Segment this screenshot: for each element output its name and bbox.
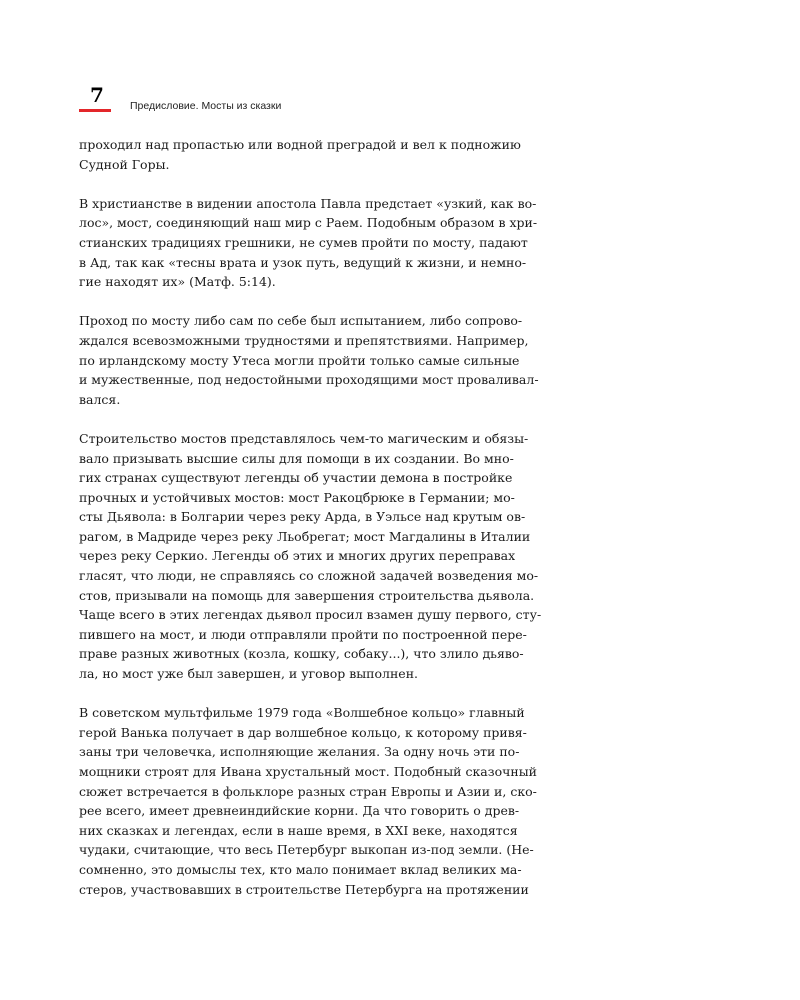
- text-line: и мужественные, под недостойными проходящими мост проваливал-: [79, 372, 539, 388]
- text-line: сюжет встречается в фольклоре разных стран Европы и Азии и, ско-: [79, 783, 537, 799]
- text-line: через реку Серкио. Легенды об этих и многих других переправах: [79, 548, 516, 564]
- text-line: чудаки, считающие, что весь Петербург выкопан из-под земли. (Не-: [79, 842, 534, 858]
- text-line: проходил над пропастью или водной преградой и вел к подножию: [79, 137, 521, 152]
- text-line: сомненно, это домыслы тех, кто мало понимает вклад великих ма-: [79, 861, 522, 877]
- text-line: прочных и устойчивых мостов: мост Ракоцбрюке в Германии; мо-: [79, 489, 515, 505]
- text-line: гие находят их» (Матф. 5:14).: [79, 274, 276, 290]
- body-text: [79, 135, 542, 919]
- page-header: [79, 83, 519, 113]
- text-line: заны три человечка, исполняющие желания. За одну ночь эти по-: [79, 744, 520, 760]
- text-line: лос», мост, соединяющий наш мир с Раем. Подобным образом в хри-: [79, 215, 538, 231]
- text-line: вало призывать высшие силы для помощи в их создании. Во мно-: [79, 450, 514, 466]
- text-line: по ирландскому мосту Утеса могли пройти только самые сильные: [79, 352, 520, 368]
- text-line: праве разных животных (козла, кошку, собаку...), что злило дьяво-: [79, 646, 524, 662]
- text-line: рагом, в Мадриде через реку Льобрегат; мост Магдалины в Италии: [79, 528, 531, 544]
- paragraph: [79, 429, 542, 684]
- text-line: пившего на мост, и люди отправляли пройти по построенной пере-: [79, 626, 527, 642]
- paragraph: [79, 703, 537, 899]
- text-line: ждался всевозможными трудностями и препятствиями. Например,: [79, 332, 529, 348]
- paragraph: [79, 135, 521, 174]
- page-number: 7: [90, 83, 104, 107]
- text-line: В советском мультфильме 1979 года «Волшебное кольцо» главный: [79, 705, 525, 721]
- text-line: гих странах существуют легенды об участии демона в постройке: [79, 470, 513, 486]
- text-line: рее всего, имеет древнеиндийские корни. Да что говорить о древ-: [79, 803, 520, 819]
- running-title: Предисловие. Мосты из сказки: [130, 100, 282, 112]
- text-line: Судной Горы.: [79, 156, 170, 172]
- text-line: В христианстве в видении апостола Павла предстает «узкий, как во-: [79, 195, 537, 211]
- text-line: ла, но мост уже был завершен, и уговор выполнен.: [79, 666, 419, 682]
- text-line: Проход по мосту либо сам по себе был испытанием, либо сопрово-: [79, 313, 523, 329]
- text-line: них сказках и легендах, если в наше время, в XXI веке, находятся: [79, 822, 518, 838]
- text-line: стов, призывали на помощь для завершения строительства дьявола.: [79, 587, 535, 603]
- text-line: Строительство мостов представлялось чем-то магическим и обязы-: [79, 430, 529, 446]
- text-line: гласят, что люди, не справляясь со сложной задачей возведения мо-: [79, 568, 539, 584]
- text-line: стианских традициях грешники, не сумев пройти по мосту, падают: [79, 234, 528, 250]
- text-line: Чаще всего в этих легендах дьявол просил взамен душу первого, сту-: [79, 607, 542, 623]
- text-line: герой Ванька получает в дар волшебное кольцо, к которому привя-: [79, 724, 527, 740]
- text-line: в Ад, так как «тесны врата и узок путь, ведущий к жизни, и немно-: [79, 254, 527, 270]
- text-line: сты Дьявола: в Болгарии через реку Арда, в Уэльсе над крутым ов-: [79, 509, 526, 525]
- text-line: стеров, участвовавших в строительстве Петербурга на протяжении: [79, 881, 529, 897]
- text-line: вался.: [79, 391, 121, 407]
- red-accent-rule: [79, 109, 111, 112]
- paragraph: [79, 311, 539, 409]
- text-line: мощники строят для Ивана хрустальный мост. Подобный сказочный: [79, 764, 537, 779]
- paragraph: [79, 194, 538, 292]
